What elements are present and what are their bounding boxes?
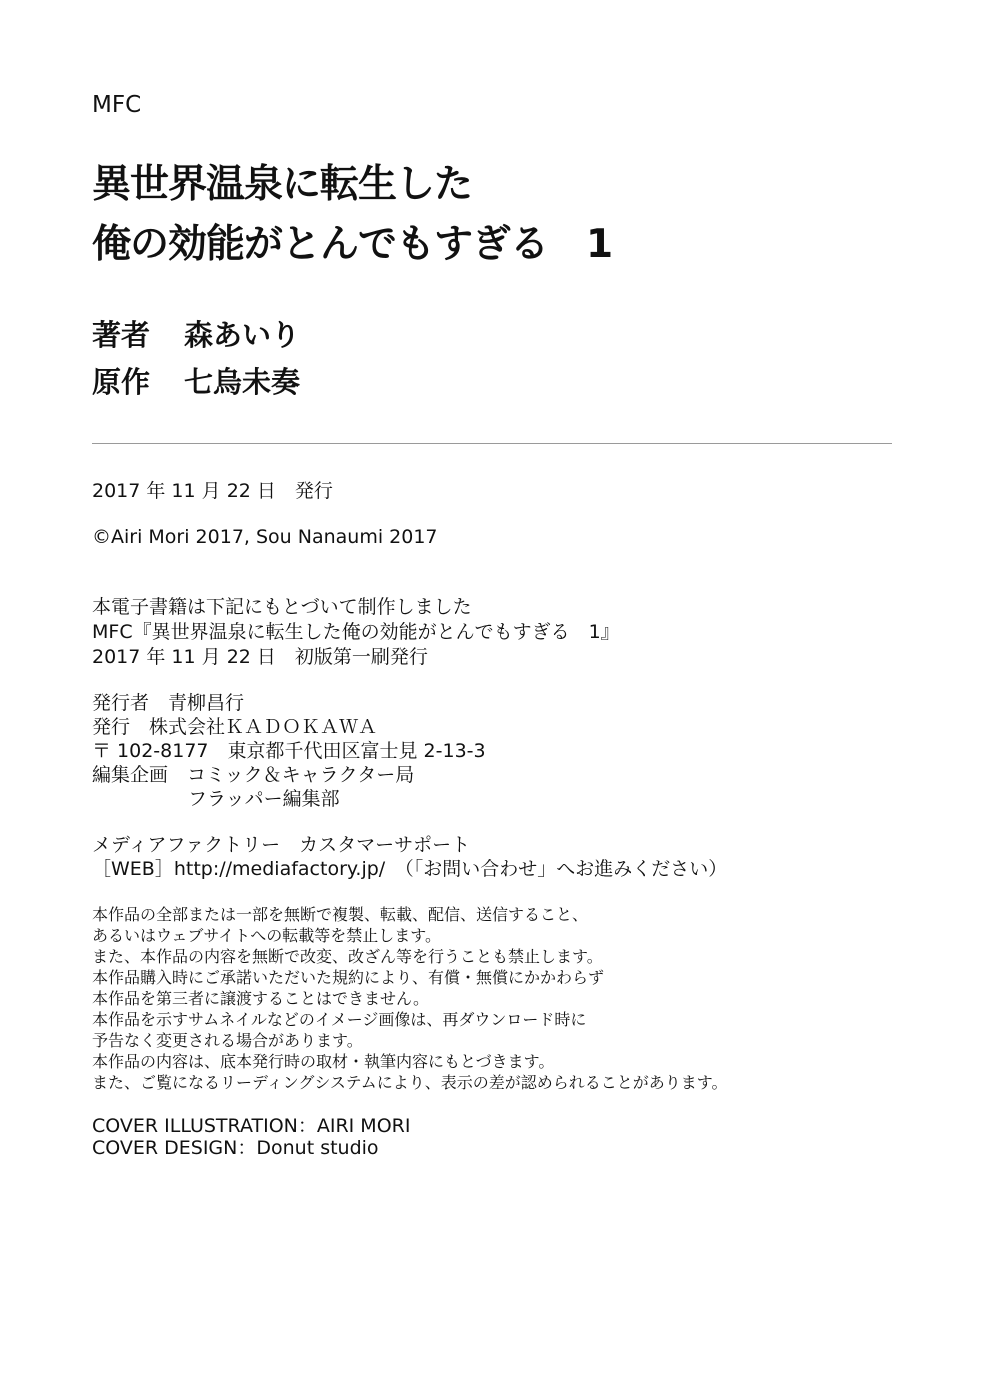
publish-date: 2017 年 11 月 22 日 発行 — [92, 480, 333, 502]
book-title-line-2: 俺の効能がとんでもすぎる 1 — [92, 222, 613, 267]
copyright: ©Airi Mori 2017, Sou Nanaumi 2017 — [92, 526, 438, 548]
notice-line: 本作品の内容は、底本発行時の取材・執筆内容にもとづきます。 — [92, 1052, 555, 1071]
author-name: 森あいり — [184, 318, 301, 352]
series-label: MFC — [92, 92, 142, 118]
original-credit — [92, 365, 301, 399]
publisher-address: 〒 102-8177 東京都千代田区富士見 2-13-3 — [92, 740, 486, 762]
author-credit — [92, 318, 301, 352]
cover-illustration-credit: COVER ILLUSTRATION：AIRI MORI — [92, 1115, 411, 1137]
original-label: 原作 — [92, 365, 151, 399]
source-line: MFC『異世界温泉に転生した俺の効能がとんでもすぎる 1』 — [92, 621, 620, 643]
source-line: 本電子書籍は下記にもとづいて制作しました — [92, 596, 472, 618]
notice-line: 本作品の全部または一部を無断で複製、転載、配信、送信すること、 — [92, 905, 589, 924]
source-line: 2017 年 11 月 22 日 初版第一刷発行 — [92, 646, 428, 668]
notice-line: また、本作品の内容を無断で改変、改ざん等を行うことも禁止します。 — [92, 947, 603, 966]
publisher-line: フラッパー編集部 — [188, 788, 340, 810]
notice-line: また、ご覧になるリーディングシステムにより、表示の差が認められることがあります。 — [92, 1073, 728, 1092]
cover-design-credit: COVER DESIGN：Donut studio — [92, 1137, 379, 1159]
support-web-line: ［WEB］http://mediafactory.jp/ （「お問い合わせ」へお進みください） — [92, 858, 728, 880]
publisher-line: 編集企画 コミック＆キャラクター局 — [92, 764, 415, 786]
support-line: メディアファクトリー カスタマーサポート — [92, 834, 471, 856]
book-title-line-1: 異世界温泉に転生した — [92, 162, 473, 207]
notice-line: あるいはウェブサイトへの転載等を禁止します。 — [92, 926, 441, 945]
notice-line: 本作品を第三者に譲渡することはできません。 — [92, 989, 429, 1008]
original-author-name: 七烏未奏 — [184, 365, 301, 399]
publisher-line: 発行 株式会社ＫＡＤＯＫＡＷＡ — [92, 716, 378, 738]
notice-line: 本作品を示すサムネイルなどのイメージ画像は、再ダウンロード時に — [92, 1010, 587, 1029]
author-label: 著者 — [92, 318, 151, 352]
notice-line: 予告なく変更される場合があります。 — [92, 1031, 363, 1050]
divider — [92, 443, 892, 444]
notice-line: 本作品購入時にご承諾いただいた規約により、有償・無償にかかわらず — [92, 968, 605, 987]
publisher-line: 発行者 青柳昌行 — [92, 692, 245, 714]
